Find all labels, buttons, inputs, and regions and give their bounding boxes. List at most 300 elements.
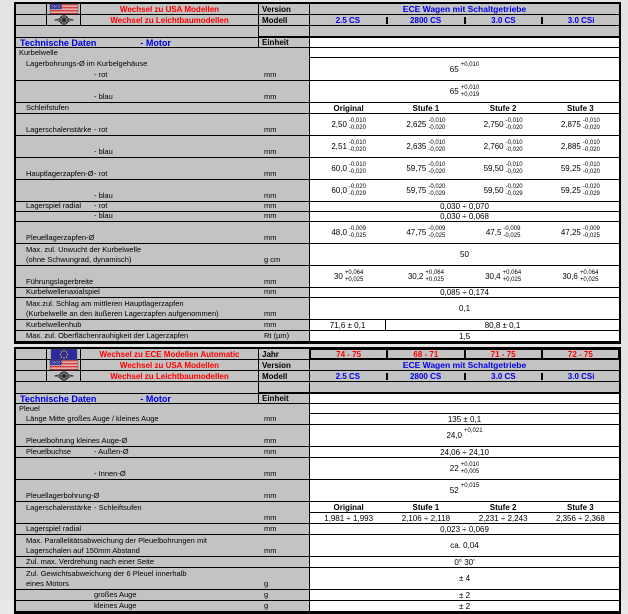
tolerance-lower: -0,025	[348, 232, 366, 239]
row-label	[16, 202, 258, 212]
tolerance-upper: -0,010	[505, 162, 523, 168]
value-cell-text: 0,023 ÷ 0,069	[440, 524, 489, 534]
data-cell	[309, 222, 619, 244]
header-data-cell	[309, 371, 619, 382]
label-line	[16, 503, 258, 512]
label-line	[16, 103, 258, 112]
title-data-cell	[309, 393, 619, 404]
value-with-tolerance	[561, 226, 600, 239]
model-header: 3.0 CSi	[567, 371, 595, 381]
row-label	[16, 158, 258, 180]
table-row	[16, 590, 619, 601]
table-row	[16, 48, 619, 58]
spacer-label-area	[16, 382, 258, 393]
value-cell	[387, 222, 464, 243]
value-cell	[310, 136, 387, 157]
label-line	[16, 309, 258, 318]
value-cell-text: 50	[460, 250, 469, 259]
value-cell	[387, 266, 464, 287]
tolerance-lower: -0,025	[582, 232, 600, 239]
link-leichtbau[interactable]: Wechsel zu Leichtbaumodellen	[110, 371, 229, 381]
model-header: 3.0 CSi	[567, 15, 595, 25]
value-with-tolerance	[331, 226, 366, 239]
value-cell	[387, 136, 464, 157]
unit-text: mm	[264, 287, 277, 296]
value-with-tolerance	[331, 118, 366, 131]
value-cell	[310, 180, 387, 201]
label-line	[16, 201, 258, 210]
model-header: 2800 CS	[410, 15, 442, 25]
unit-text: g	[264, 590, 269, 599]
unit-cell	[258, 81, 309, 103]
value-with-tolerance	[484, 118, 523, 131]
link-leichtbau[interactable]: Wechsel zu Leichtbaumodellen	[110, 15, 229, 25]
unit-cell	[258, 524, 309, 535]
value-main: 59,25	[560, 164, 581, 173]
label-text: Max.zul. Schlag am mittleren Hauptlagerzapfen	[26, 299, 184, 308]
grind-stage-header: Original	[333, 502, 364, 512]
header-row	[16, 15, 619, 26]
label-text: Lagerbohrungs-Ø im Kurbelgehäuse	[26, 59, 148, 68]
label-text: Lagerschalenstärke	[26, 125, 92, 134]
unit-cell	[258, 590, 309, 601]
label-text: Hauptlagerzapfen-Ø	[26, 169, 94, 178]
data-cell	[309, 425, 619, 447]
tolerance-values	[349, 118, 366, 131]
value-main: 59,50	[483, 164, 504, 173]
value-cell	[542, 158, 619, 179]
link-cell	[80, 15, 258, 26]
label-line	[16, 557, 258, 566]
tolerance-lower: -0,020	[348, 124, 366, 131]
key-cell: Version	[258, 4, 309, 15]
value-main: 30,4	[485, 272, 501, 281]
label-line	[16, 436, 258, 445]
value-with-tolerance	[484, 184, 523, 197]
data-cell	[309, 202, 619, 212]
value-cell-text: ± 4	[458, 574, 471, 583]
title-cell	[16, 37, 258, 48]
value-cell-text: ± 2	[458, 590, 471, 600]
row-label	[16, 180, 258, 202]
header-data-cell	[309, 15, 619, 26]
table-row	[16, 58, 619, 81]
table-row	[16, 288, 619, 298]
tolerance-lower: -0,020	[505, 146, 523, 153]
grind-stage-header: Stufe 2	[489, 502, 517, 512]
value-main: 30	[333, 272, 343, 281]
value-with-tolerance	[561, 184, 600, 197]
unit-text: mm	[264, 201, 277, 210]
value-cell: 2,231 ÷ 2,243	[478, 513, 528, 523]
label-line	[16, 569, 258, 578]
tolerance-values	[349, 140, 366, 153]
tolerance-lower: -0,029	[428, 190, 446, 197]
value-cell	[310, 158, 387, 179]
tolerance-lower: -0,020	[348, 146, 366, 153]
unit-text: mm	[264, 436, 277, 445]
unit-text: mm	[264, 469, 277, 478]
title-row	[16, 393, 619, 404]
label-text: Kurbelwellenaxialspiel	[26, 287, 100, 296]
unit-text: g	[264, 601, 269, 610]
header-row	[16, 360, 619, 371]
value-cell	[465, 114, 542, 135]
row-label	[16, 557, 258, 568]
table-row	[16, 180, 619, 202]
table-row	[16, 524, 619, 535]
row-label	[16, 568, 258, 590]
tolerance-upper: +0,021	[464, 428, 483, 435]
label-line	[16, 320, 258, 329]
unit-cell	[258, 158, 309, 180]
label-text: Max. zul. Unwucht der Kurbelwelle	[26, 245, 142, 254]
label-text: Länge Mitte großes Auge / kleines Auge	[26, 414, 159, 423]
tolerance-values	[506, 118, 523, 131]
table-row	[16, 320, 619, 331]
row-head-spacer	[16, 15, 46, 26]
unit-cell	[258, 136, 309, 158]
value-with-tolerance	[486, 226, 521, 239]
tolerance-lower: -0,025	[428, 232, 446, 239]
unit-cell	[258, 502, 309, 513]
label-line	[16, 524, 258, 533]
unit-cell	[258, 114, 309, 136]
unit-cell	[258, 568, 309, 590]
table-row	[16, 136, 619, 158]
data-table-1	[14, 2, 621, 344]
value-cell	[465, 158, 542, 179]
value-with-tolerance	[331, 162, 366, 175]
table-row	[16, 331, 619, 342]
link-eu-flag[interactable]: Wechsel zu ECE Modellen Automatic	[99, 349, 240, 359]
spacer-data-cell	[309, 26, 619, 37]
link-usa-flag[interactable]: Wechsel zu USA Modellen	[119, 4, 220, 14]
value-main: 59,25	[560, 186, 581, 195]
tolerance-lower: -0,020	[582, 146, 600, 153]
unit-text: mm	[264, 125, 277, 134]
key-cell: Modell	[258, 15, 309, 26]
tolerance-upper: -0,010	[348, 140, 366, 146]
tolerance-values	[349, 162, 366, 175]
value-cell	[465, 136, 542, 157]
unit-text: mm	[264, 277, 277, 286]
unit-cell	[258, 212, 309, 222]
spacer-row	[16, 382, 619, 393]
row-label	[16, 535, 258, 557]
tolerance-lower: +0,025	[502, 276, 522, 283]
model-header: 2.5 CS	[335, 15, 361, 25]
row-label	[16, 458, 258, 480]
tolerance-upper: -0,010	[428, 140, 446, 146]
value-cell	[465, 180, 542, 201]
link-usa-flag[interactable]: Wechsel zu USA Modellen	[119, 360, 220, 370]
tolerance-lower: +0,005	[460, 468, 480, 475]
unit-text: mm	[264, 491, 277, 500]
data-cell	[309, 136, 619, 158]
unit-cell	[258, 513, 309, 524]
data-cell	[309, 535, 619, 557]
value-cell-text: 1,5	[458, 331, 471, 341]
value-main: 59,50	[483, 186, 504, 195]
tolerance-upper: +0,010	[460, 61, 480, 68]
tolerance-lower: +0,019	[460, 91, 480, 98]
sub-label: großes Auge	[94, 590, 137, 599]
tolerance-values	[461, 62, 480, 69]
table-row	[16, 568, 619, 590]
value-with-tolerance	[406, 162, 445, 175]
label-text: Lagerschalenstärke	[26, 503, 92, 512]
label-line	[16, 491, 258, 500]
row-label	[16, 404, 258, 414]
data-cell	[309, 557, 619, 568]
label-text: Kurbelwelle	[19, 48, 58, 57]
sub-label: - blau	[94, 211, 113, 220]
row-label	[16, 425, 258, 447]
tolerance-upper: -0,020	[505, 184, 523, 190]
unit-text: mm	[264, 147, 277, 156]
tolerance-values	[345, 270, 364, 283]
value-cell	[542, 136, 619, 157]
tolerance-upper: -0,010	[348, 162, 366, 168]
row-label	[16, 212, 258, 222]
tolerance-lower: +0,025	[344, 276, 364, 283]
row-label	[16, 524, 258, 535]
tolerance-lower: -0,029	[505, 190, 523, 197]
value-cell	[465, 222, 542, 243]
value-main: 30,6	[562, 272, 578, 281]
grind-stage-header: Stufe 2	[489, 103, 517, 113]
sub-label: - blau	[94, 92, 113, 101]
unit-text: g cm	[264, 255, 281, 264]
label-line	[16, 404, 258, 413]
tolerance-upper: -0,010	[582, 162, 600, 168]
unit-cell	[258, 244, 309, 266]
tolerance-upper: -0,020	[582, 184, 600, 190]
label-line	[16, 536, 258, 545]
grind-stage-header: Stufe 3	[567, 103, 594, 113]
unit-cell	[258, 288, 309, 298]
tolerance-upper: +0,064	[425, 270, 444, 276]
value-cell-text: 0,030 ÷ 0,070	[440, 202, 489, 211]
leichtbau-icon	[46, 15, 80, 26]
label-text: Lagerschalen auf 150mm Abstand	[26, 546, 140, 555]
value-main: 2,635	[406, 142, 427, 151]
spacer-key-cell	[258, 382, 309, 393]
unit-text: mm	[264, 546, 277, 555]
label-text: Pleuelbohrung kleines Auge-Ø	[26, 436, 128, 445]
data-cell	[309, 320, 619, 331]
data-cell	[309, 502, 619, 513]
value-with-tolerance	[449, 61, 480, 74]
row-label	[16, 58, 258, 81]
version-header-text: ECE Wagen mit Schaltgetriebe	[402, 360, 527, 370]
row-label	[16, 480, 258, 502]
table-row	[16, 447, 619, 458]
tolerance-values	[425, 270, 444, 283]
leichtbau-icon	[46, 371, 80, 382]
tolerance-lower: -0,020	[505, 168, 523, 175]
label-line	[16, 233, 258, 242]
table-row	[16, 244, 619, 266]
value-main: 24,0	[446, 431, 463, 440]
data-cell	[309, 480, 619, 502]
link-cell	[80, 360, 258, 371]
tolerance-lower: -0,029	[348, 190, 366, 197]
unit-text: mm	[264, 169, 277, 178]
value-with-tolerance	[561, 140, 600, 153]
label-text: Pleuellagerbohrung-Ø	[26, 491, 100, 500]
row-head-spacer	[16, 371, 46, 382]
tolerance-values	[506, 162, 523, 175]
label-text: Zul. max. Verdrehung nach einer Seite	[26, 557, 154, 566]
data-cell	[309, 414, 619, 425]
tolerance-upper: -0,010	[505, 140, 523, 146]
row-label	[16, 114, 258, 136]
value-with-tolerance	[484, 140, 523, 153]
unit-cell	[258, 180, 309, 202]
section-title: Technische Daten	[20, 393, 97, 404]
value-cell: 80,8 ± 0,1	[484, 320, 521, 330]
row-label	[16, 81, 258, 103]
value-main: 47,25	[560, 228, 581, 237]
unit-cell	[258, 320, 309, 331]
label-line	[16, 277, 258, 286]
unit-cell	[258, 458, 309, 480]
sub-label: - rot	[94, 70, 108, 79]
version-header-text: ECE Wagen mit Schaltgetriebe	[402, 4, 527, 14]
value-main: 59,75	[406, 164, 427, 173]
label-line	[16, 331, 258, 340]
row-label	[16, 513, 258, 524]
value-with-tolerance	[561, 162, 600, 175]
value-main: 47,5	[485, 228, 502, 237]
spacer-label-area	[16, 26, 258, 37]
key-cell: Modell	[258, 371, 309, 382]
data-cell	[309, 447, 619, 458]
tolerance-lower: -0,025	[503, 232, 521, 239]
row-label	[16, 601, 258, 612]
section-title: Technische Daten	[20, 37, 97, 48]
value-main: 65	[449, 87, 459, 96]
data-cell	[309, 524, 619, 535]
value-cell: 2,106 ÷ 2,118	[401, 513, 451, 523]
value-main: 22	[449, 464, 459, 473]
tolerance-upper: -0,020	[428, 184, 446, 190]
value-main: 59,75	[406, 186, 427, 195]
value-main: 2,760	[483, 142, 504, 151]
value-main: 48,0	[331, 228, 347, 237]
data-cell	[309, 404, 619, 414]
tolerance-upper: +0,010	[460, 462, 480, 468]
row-label	[16, 266, 258, 288]
unit-cell	[258, 601, 309, 612]
value-with-tolerance	[331, 140, 366, 153]
value-with-tolerance	[449, 483, 480, 495]
unit-cell	[258, 425, 309, 447]
data-cell	[309, 58, 619, 81]
tolerance-values	[506, 184, 523, 197]
label-text: Pleuel	[19, 404, 40, 413]
table-row	[16, 414, 619, 425]
row-label	[16, 298, 258, 320]
value-cell: 71,6 ± 0,1	[310, 320, 386, 330]
sub-label: kleines Auge	[94, 601, 137, 610]
tolerance-values	[506, 140, 523, 153]
data-cell	[309, 590, 619, 601]
table-row	[16, 81, 619, 103]
unit-text: mm	[264, 320, 277, 329]
value-with-tolerance	[406, 184, 445, 197]
value-cell	[542, 266, 619, 287]
label-line	[16, 245, 258, 254]
data-cell	[309, 458, 619, 480]
label-text: (ohne Schwungrad, dynamisch)	[26, 255, 132, 264]
data-cell	[309, 81, 619, 103]
value-with-tolerance	[450, 85, 479, 98]
model-header: 2.5 CS	[335, 371, 361, 381]
data-cell	[309, 266, 619, 288]
row-label	[16, 502, 258, 513]
row-label	[16, 103, 258, 114]
section-subtitle: - Motor	[140, 393, 171, 404]
tolerance-values	[583, 226, 600, 239]
label-text: Zul. Gewichtsabweichung der 6 Pleuel innerhalb	[26, 569, 187, 578]
section-subtitle: - Motor	[140, 37, 171, 48]
unit-text: mm	[264, 233, 277, 242]
row-label	[16, 48, 258, 58]
value-cell	[310, 266, 387, 287]
label-line	[16, 546, 258, 555]
value-cell	[387, 114, 464, 135]
row-head-spacer	[16, 349, 46, 360]
row-label	[16, 288, 258, 298]
value-cell	[542, 222, 619, 243]
header-row	[16, 349, 619, 360]
title-row	[16, 37, 619, 48]
label-line	[16, 125, 258, 134]
value-cell	[310, 222, 387, 243]
table-row	[16, 212, 619, 222]
value-main: 2,50	[331, 120, 347, 129]
value-cell-text: 0,030 ÷ 0,068	[440, 212, 489, 221]
table-row	[16, 404, 619, 414]
label-line	[16, 169, 258, 178]
sub-label: - blau	[94, 147, 113, 156]
header-data-cell	[309, 4, 619, 15]
sub-label: - blau	[94, 191, 113, 200]
row-head-spacer	[16, 360, 46, 371]
data-cell	[309, 114, 619, 136]
tolerance-upper: -0,010	[428, 162, 446, 168]
table-row	[16, 298, 619, 320]
tolerance-upper: -0,020	[348, 184, 366, 190]
tolerance-lower: -0,029	[582, 190, 600, 197]
value-cell-text: 135 ± 0,1	[447, 414, 482, 424]
row-label	[16, 320, 258, 331]
tolerance-values	[583, 162, 600, 175]
data-cell	[309, 48, 619, 58]
year-range: 74 - 75	[310, 349, 387, 359]
value-with-tolerance	[406, 118, 445, 131]
grind-stage-header: Stufe 1	[412, 103, 440, 113]
label-line	[16, 299, 258, 308]
key-cell: Jahr	[258, 349, 309, 360]
value-with-tolerance	[484, 162, 523, 175]
value-with-tolerance	[406, 140, 445, 153]
sub-label: - Schleiftsufen	[94, 503, 142, 512]
value-main: 47,75	[406, 228, 427, 237]
